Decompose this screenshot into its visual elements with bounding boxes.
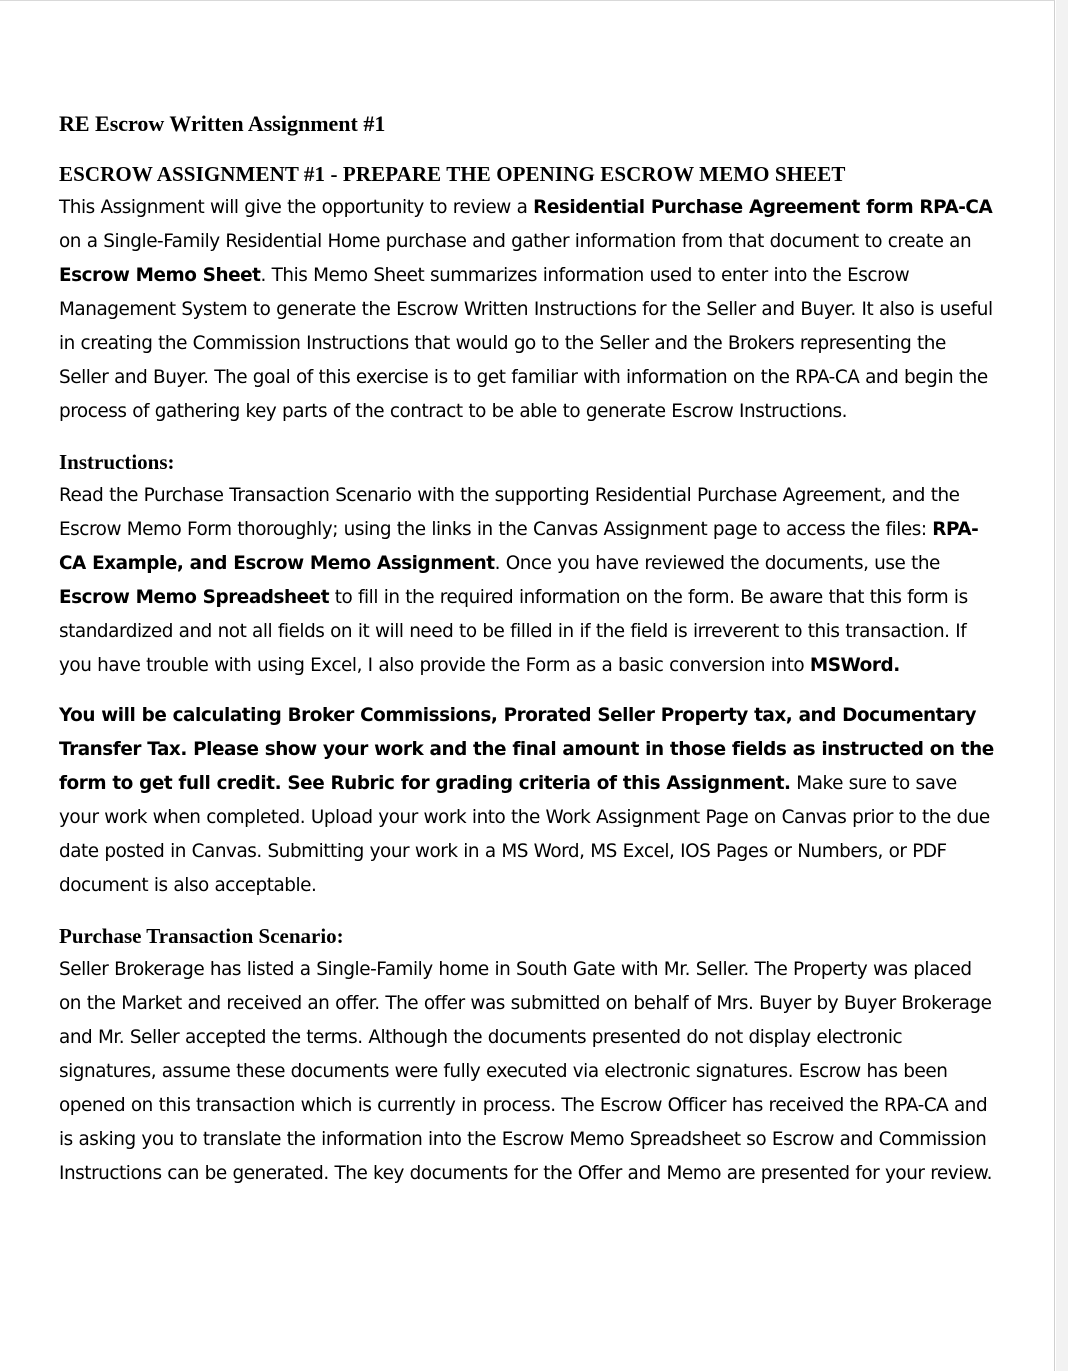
scenario-heading: Purchase Transaction Scenario: <box>59 924 344 948</box>
instructions-heading: Instructions: <box>59 450 175 474</box>
page-gutter <box>1056 0 1068 1371</box>
grading-paragraph: You will be calculating Broker Commissions, Prorated Seller Property tax, and Documentary Transfer Tax. Please show your work and the final amount in those fields as instructed on the form to get full credit. See Rubric for grading criteria of this Assignment. Make sure to save your work when completed. Upload your work into the Work Assignment Page on Canvas prior to the due date posted in Canvas. Submitting your work in a MS Word, MS Excel, IOS Pages or Numbers, or PDF document is also acceptable. <box>59 705 994 896</box>
scenario-paragraph: Seller Brokerage has listed a Single-Family home in South Gate with Mr. Seller. The Property was placed on the Market and received an offer. The offer was submitted on behalf of Mrs. Buyer by Buyer Brokerage and Mr. Seller accepted the terms. Although the documents presented do not display electronic signatures, assume these documents were fully executed via electronic signatures. Escrow has been opened on this transaction which is currently in process. The Escrow Officer has received the RPA-CA and is asking you to translate the information into the Escrow Memo Spreadsheet so Escrow and Commission Instructions can be generated. The key documents for the Offer and Memo are presented for your review. <box>59 959 993 1184</box>
assignment-heading: ESCROW ASSIGNMENT #1 - PREPARE THE OPENING ESCROW MEMO SHEET <box>59 162 846 186</box>
document-title: RE Escrow Written Assignment #1 <box>59 111 386 136</box>
document-body <box>59 107 999 1191</box>
instructions-paragraph: Read the Purchase Transaction Scenario with the supporting Residential Purchase Agreement, and the Escrow Memo Form thoroughly; using the links in the Canvas Assignment page to access the files: RPA-CA Example, and Escrow Memo Assignment. Once you have reviewed the documents, use the Escrow Memo Spreadsheet to fill in the required information on the form. Be aware that this form is standardized and not all fields on it will need to be filled in if the field is irreverent to this transaction. If you have trouble with using Excel, I also provide the Form as a basic conversion into MSWord. <box>59 485 979 676</box>
intro-paragraph: This Assignment will give the opportunity to review a Residential Purchase Agreement form RPA-CA on a Single-Family Residential Home purchase and gather information from that document to create an Escrow Memo Sheet. This Memo Sheet summarizes information used to enter into the Escrow Management System to generate the Escrow Written Instructions for the Seller and Buyer. It also is useful in creating the Commission Instructions that would go to the Seller and the Brokers representing the Seller and Buyer. The goal of this exercise is to get familiar with information on the RPA-CA and begin the process of gathering key parts of the contract to be able to generate Escrow Instructions. <box>59 197 993 422</box>
